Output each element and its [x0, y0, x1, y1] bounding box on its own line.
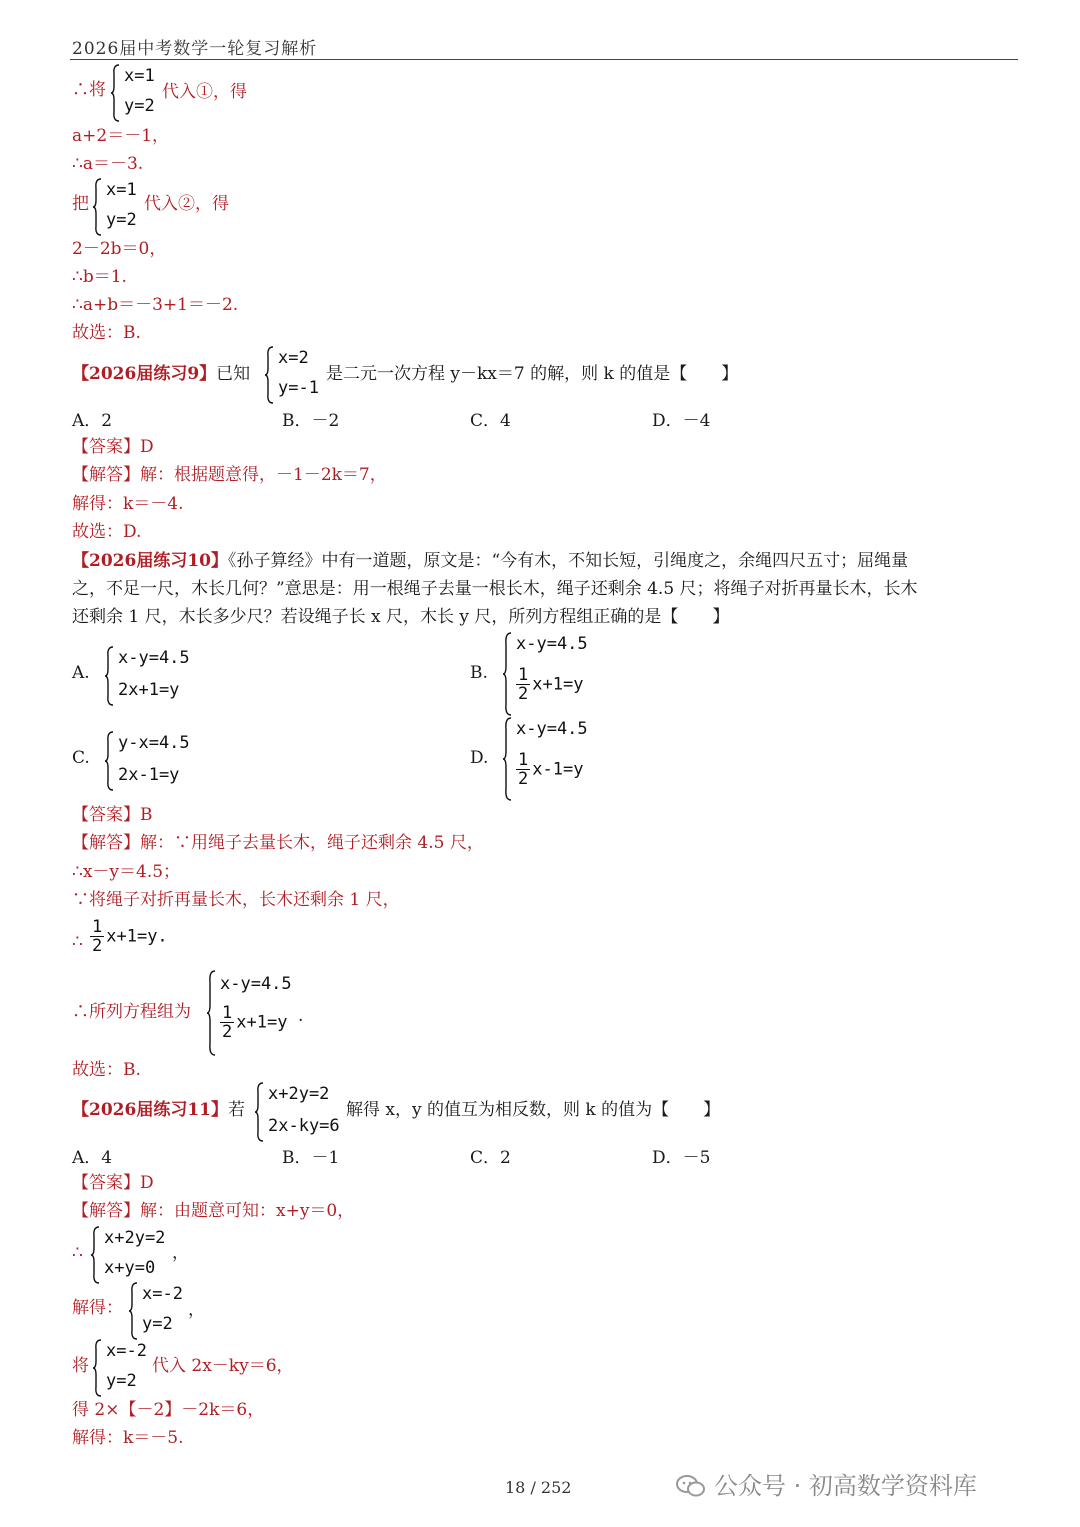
text: 解得： [72, 1298, 123, 1318]
header-rule [70, 59, 1018, 60]
solution-equation [90, 918, 210, 964]
equation-row: x+2y=2 [104, 1228, 166, 1248]
equation-row: x=-2 [106, 1341, 147, 1361]
numerator: 1 [518, 750, 529, 770]
brace-icon [110, 64, 120, 122]
question-tag: 【2026届练习9】 [72, 364, 217, 384]
brace-icon [502, 717, 512, 801]
numerator: 1 [222, 1003, 233, 1023]
text: ， [172, 1243, 189, 1263]
equation-system [264, 346, 334, 404]
page-number: 18 / 252 [505, 1478, 572, 1497]
line-eq: 2－2b＝0， [72, 239, 167, 259]
equation-row: x-y=4.5 [516, 719, 588, 739]
option-d-system [502, 717, 612, 801]
solution-line: ∵将绳子对折再量长木，长木还剩余 1 尺， [72, 890, 400, 910]
equation-row: x=1 [106, 180, 137, 200]
answer: 【答案】D [72, 1173, 154, 1193]
text: 若 [227, 1100, 245, 1120]
text: . [298, 1006, 304, 1026]
question-text: 是二元一次方程 y－kx＝7 的解，则 k 的值是【 】 [326, 364, 739, 384]
denominator: 2 [222, 1022, 233, 1042]
option-b: B．－1 [282, 1148, 340, 1168]
equation-row: y=2 [106, 210, 137, 230]
watermark-text: 公众号 · 初高数学资料库 [714, 1472, 977, 1500]
brace-icon [92, 178, 102, 236]
fraction [90, 918, 104, 955]
equation-row: 2x-1=y [118, 765, 180, 785]
denominator: 2 [518, 769, 529, 789]
fraction [516, 751, 530, 788]
option-b: B. [470, 663, 488, 683]
option-a: A. [72, 663, 90, 683]
brace-icon [254, 1082, 264, 1142]
option-c-system [104, 731, 214, 791]
equation-row [220, 1004, 287, 1041]
option-d: D．－4 [652, 411, 711, 431]
text: ∴将 [72, 80, 106, 100]
equation-row [516, 751, 583, 788]
text: x+1=y [532, 674, 584, 695]
equation-row: x-y=4.5 [220, 974, 292, 994]
question-tag: 【2026届练习10】 [72, 551, 228, 571]
option-a: A．2 [72, 411, 113, 431]
equation-row [516, 666, 583, 703]
equation-row: x+2y=2 [268, 1084, 330, 1104]
brace-icon [128, 1282, 138, 1340]
line-eq: a+2＝－1， [72, 126, 170, 146]
solution-line: 解得：k＝－5. [72, 1428, 184, 1448]
denominator: 2 [518, 684, 529, 704]
numerator: 1 [92, 917, 103, 937]
fraction [220, 1004, 234, 1041]
answer: 【答案】B [72, 805, 153, 825]
question-11 [72, 1098, 245, 1122]
equation-row: x=-2 [142, 1284, 183, 1304]
page-header: 2026届中考数学一轮复习解析 [72, 39, 318, 59]
equation-row: x+y=0 [104, 1258, 156, 1278]
equation-row: 2x+1=y [118, 680, 180, 700]
text: 将 [72, 1356, 89, 1376]
solution-line: ∴x－y＝4.5； [72, 862, 181, 882]
equation-row: x=1 [124, 66, 155, 86]
option-c: C．2 [470, 1148, 511, 1168]
solution-line: 【解答】解：由题意可知：x+y＝0， [72, 1201, 355, 1221]
equation-system [92, 178, 152, 236]
solution-line: 【解答】解：∵用绳子去量长木，绳子还剩余 4.5 尺， [72, 833, 484, 853]
brace-icon [264, 346, 274, 404]
solution-line: 故选：B. [72, 1060, 141, 1080]
solution-line: 得 2×【－2】－2k＝6， [72, 1400, 265, 1420]
line-eq: ∴a+b＝－3+1＝－2. [72, 295, 239, 315]
brace-icon [206, 970, 216, 1056]
text: ∴ [72, 932, 83, 952]
watermark [676, 1466, 977, 1501]
solution-line: 故选：D. [72, 522, 142, 542]
text: 代入②，得 [144, 194, 229, 214]
option-d: D．－5 [652, 1148, 711, 1168]
numerator: 1 [518, 665, 529, 685]
option-c: C．4 [470, 411, 511, 431]
wechat-icon [676, 1474, 706, 1498]
text: x+1=y. [106, 926, 168, 947]
line-eq: ∴b＝1. [72, 267, 127, 287]
line-substitute-1 [72, 78, 106, 102]
answer: 【答案】D [72, 437, 154, 457]
question-text: 解得 x，y 的值互为相反数，则 k 的值为【 】 [346, 1100, 721, 1120]
option-d: D. [470, 748, 489, 768]
text: x+1=y [236, 1012, 288, 1033]
question-text: 还剩余 1 尺，木长多少尺？若设绳子长 x 尺，木长 y 尺，所列方程组正确的是【 】 [72, 607, 730, 627]
option-b-system [502, 632, 612, 716]
equation-row: y=-1 [278, 378, 319, 398]
brace-icon [104, 731, 114, 791]
equation-row: y=2 [106, 1371, 137, 1391]
question-10 [72, 549, 908, 573]
brace-icon [104, 646, 114, 706]
equation-row: 2x-ky=6 [268, 1116, 340, 1136]
fraction [516, 666, 530, 703]
question-text: 之，不足一尺，木长几何？”意思是：用一根绳子去量一根长木，绳子还剩余 4.5 尺；将绳子对折再量长木，长木 [72, 579, 918, 599]
question-text: 《孙子算经》中有一道题，原文是：“今有木，不知长短，引绳度之，余绳四尺五寸；屈绳量 [227, 551, 909, 571]
option-a: A．4 [72, 1148, 113, 1168]
brace-icon [502, 632, 512, 716]
equation-row: y=2 [142, 1314, 173, 1334]
brace-icon [90, 1226, 100, 1284]
equation-system [254, 1082, 354, 1142]
equation-row [90, 918, 168, 955]
equation-row: y=2 [124, 96, 155, 116]
question-9 [72, 362, 250, 386]
equation-row: y-x=4.5 [118, 733, 190, 753]
equation-row: x=2 [278, 348, 309, 368]
denominator: 2 [92, 936, 103, 956]
option-c: C. [72, 748, 90, 768]
text: 代入①，得 [162, 82, 247, 102]
equation-row: x-y=4.5 [516, 634, 588, 654]
text: ∴所列方程组为 [72, 1002, 191, 1022]
equation-system [110, 64, 170, 122]
question-tag: 【2026届练习11】 [72, 1100, 228, 1120]
solution-line: 解得：k＝－4. [72, 494, 184, 514]
brace-icon [92, 1339, 102, 1397]
solution-line: 【解答】解：根据题意得，－1－2k＝7， [72, 465, 387, 485]
text: ∴ [72, 1243, 83, 1263]
text: 把 [72, 194, 89, 214]
line-eq: ∴a＝－3. [72, 154, 144, 174]
text: x-1=y [532, 759, 584, 780]
text: 代入 2x－ky＝6， [152, 1356, 294, 1376]
option-a-system [104, 646, 214, 706]
text: ， [188, 1300, 205, 1320]
text: 已知 [216, 364, 251, 384]
line-choice: 故选：B. [72, 323, 141, 343]
equation-row: x-y=4.5 [118, 648, 190, 668]
option-b: B．－2 [282, 411, 340, 431]
